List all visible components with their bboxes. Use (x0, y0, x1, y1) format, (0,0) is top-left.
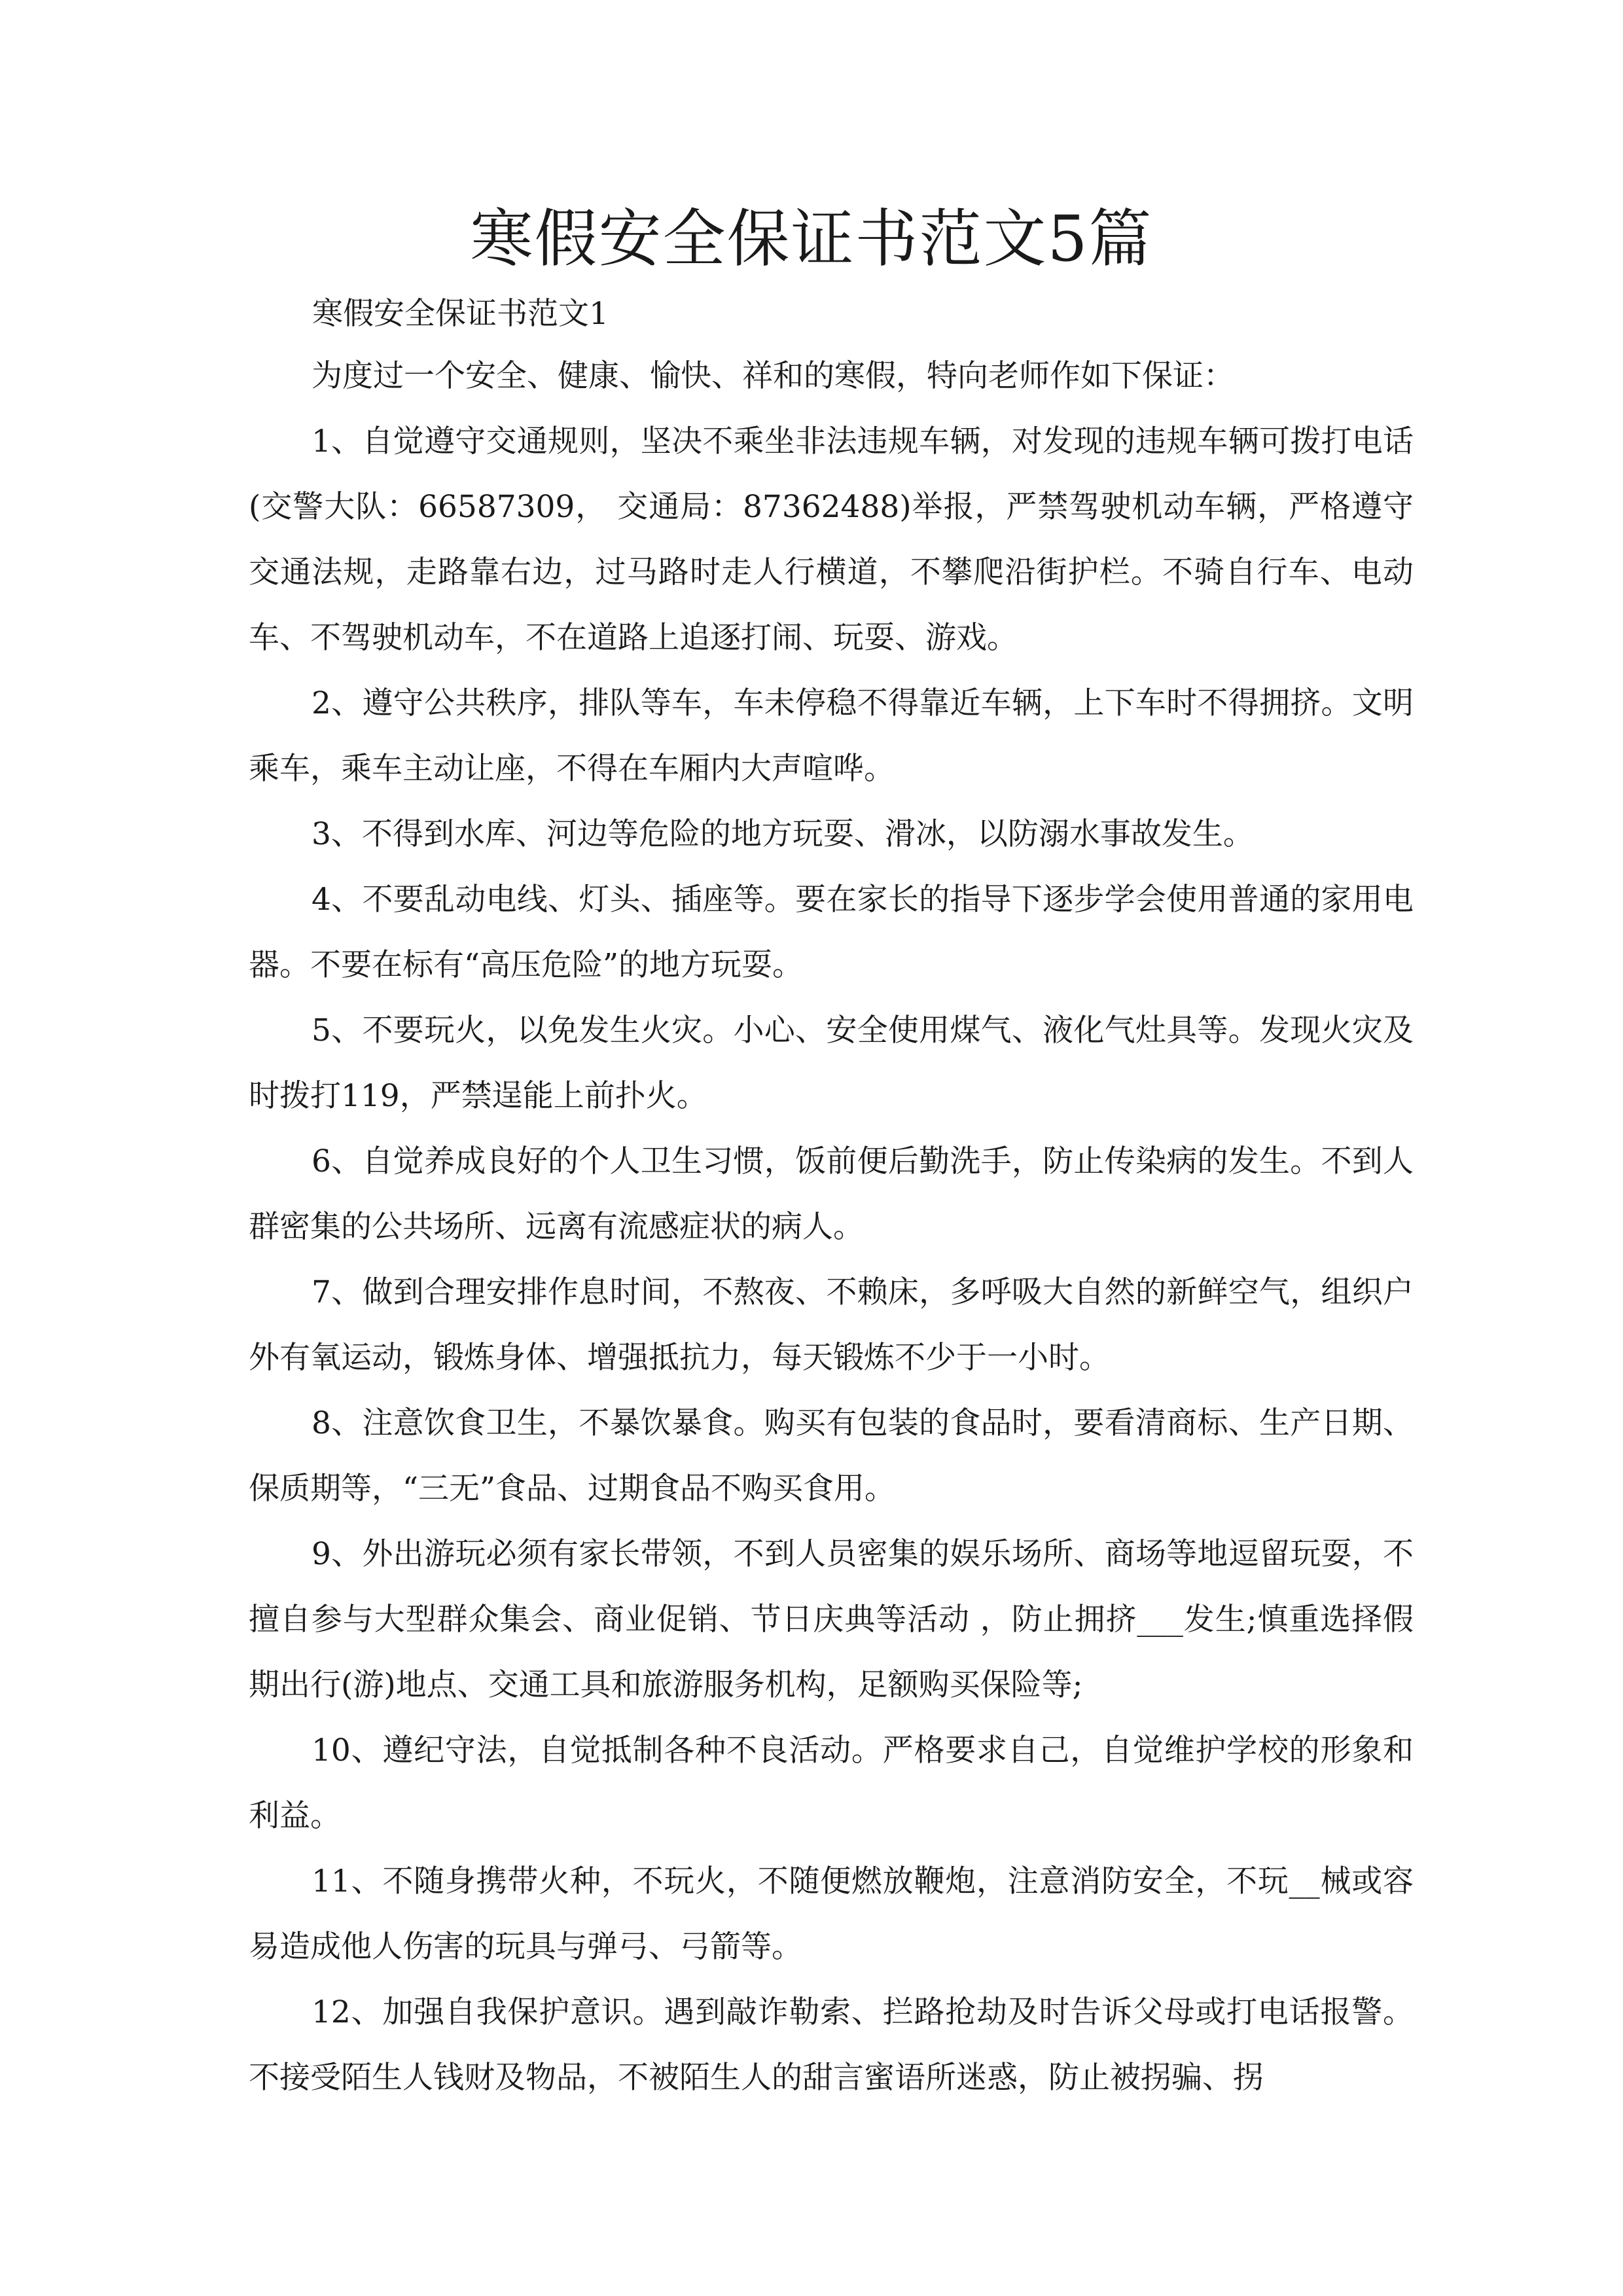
paragraph-item-6: 6、自觉养成良好的个人卫生习惯，饭前便后勤洗手，防止传染病的发生。不到人群密集的公共场所、远离有流感症状的病人。 (249, 1143, 1414, 1245)
paragraph-item-5: 5、不要玩火，以免发生火灾。小心、安全使用煤气、液化气灶具等。发现火灾及时拨打119，严禁逞能上前扑火。 (249, 1013, 1414, 1114)
paragraph-item-3: 3、不得到水库、河边等危险的地方玩耍、滑冰，以防溺水事故发生。 (312, 816, 1254, 852)
document-title: 寒假安全保证书范文5篇 (470, 202, 1153, 276)
paragraph-item-7: 7、做到合理安排作息时间，不熬夜、不赖床，多呼吸大自然的新鲜空气，组织户外有氧运动，锻炼身体、增强抵抗力，每天锻炼不少于一小时。 (249, 1274, 1414, 1376)
paragraph-item-12: 12、加强自我保护意识。遇到敲诈勒索、拦路抢劫及时告诉父母或打电话报警。不接受陌生人钱财及物品，不被陌生人的甜言蜜语所迷惑，防止被拐骗、拐 (249, 1994, 1414, 2096)
paragraph-item-1: 1、自觉遵守交通规则，坚决不乘坐非法违规车辆，对发现的违规车辆可拨打电话(交警大队：66587309， 交通局：87362488)举报，严禁驾驶机动车辆，严格遵守交通法规，走路靠右边，过马路时走人行横道，不攀爬沿街护栏。不骑自行车、电动车、不驾驶机动车，不在道路上追逐打闹、玩耍、游戏。 (249, 423, 1414, 656)
document-subtitle: 寒假安全保证书范文1 (312, 296, 609, 332)
paragraph-item-2: 2、遵守公共秩序，排队等车，车未停稳不得靠近车辆，上下车时不得拥挤。文明乘车，乘车主动让座，不得在车厢内大声喧哗。 (249, 685, 1414, 787)
paragraph-item-10: 10、遵纪守法，自觉抵制各种不良活动。严格要求自己，自觉维护学校的形象和利益。 (249, 1732, 1414, 1834)
paragraph-item-8: 8、注意饮食卫生，不暴饮暴食。购买有包装的食品时，要看清商标、生产日期、保质期等，“三无”食品、过期食品不购买食用。 (249, 1405, 1414, 1507)
paragraph-intro: 为度过一个安全、健康、愉快、祥和的寒假，特向老师作如下保证： (312, 358, 1234, 394)
paragraph-item-11: 11、不随身携带火种，不玩火，不随便燃放鞭炮，注意消防安全，不玩__械或容易造成他人伤害的玩具与弹弓、弓箭等。 (249, 1863, 1414, 1965)
document-body (249, 344, 1414, 2111)
paragraph-item-9: 9、外出游玩必须有家长带领，不到人员密集的娱乐场所、商场等地逗留玩耍，不擅自参与大型群众集会、商业促销、节日庆典等活动 ，防止拥挤___发生;慎重选择假期出行(游)地点、交通工具和旅游服务机构，足额购买保险等; (249, 1536, 1414, 1703)
paragraph-item-4: 4、不要乱动电线、灯头、插座等。要在家长的指导下逐步学会使用普通的家用电器。不要在标有“高压危险”的地方玩耍。 (249, 882, 1414, 983)
